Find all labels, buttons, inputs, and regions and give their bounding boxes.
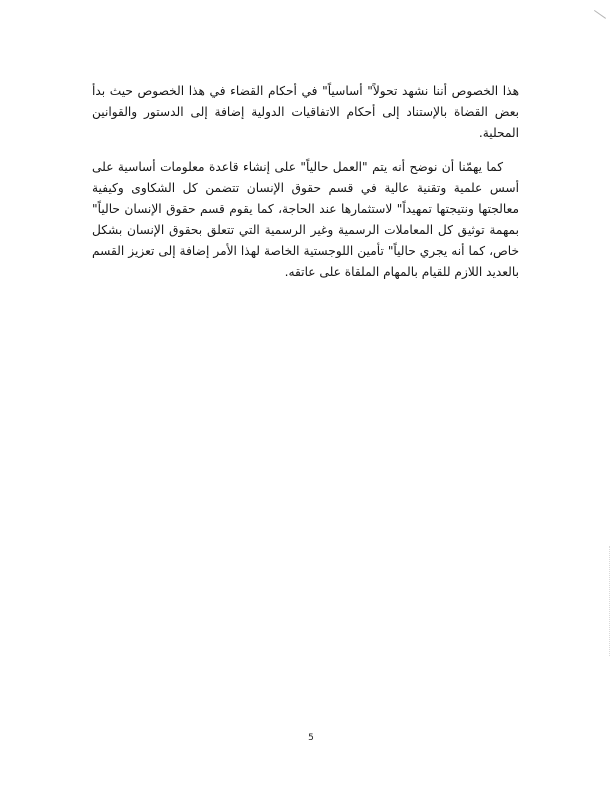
paragraph-continuation: هذا الخصوص أننا نشهد تحولاً" أساسياً" في أحكام القضاء في هذا الخصوص حيث بدأ بعض القضاة بالإستناد إلى أحكام الاتفاقيات الدولية إضافة إلى الدستور والقوانين المحلية. (92, 84, 519, 141)
page-number: 5 (308, 733, 314, 743)
paragraph-human-rights-database: كما يهمّنا أن نوضح أنه يتم "العمل حالياً" على إنشاء قاعدة معلومات أساسية على أسس علمية وتقنية عالية في قسم حقوق الإنسان تتضمن كل الشكاوى وكيفية معالجتها ونتيجتها تمهيداً" لاستثمارها عند الحاجة، كما يقوم قسم حقوق الإنسان حالياً" بمهمة توثيق كل المعاملات الرسمية وغير الرسمية التي تتعلق بحقوق الإنسان بشكل خاص، كما أنه يجري حالياً" تأمين اللوجستية الخاصة لهذا الأمر إضافة إلى تعزيز القسم بالعديد اللازم للقيام بالمهام الملقاة على عاتقه. (92, 160, 519, 280)
scan-corner-mark (586, 10, 606, 30)
scan-edge-marks (607, 546, 610, 656)
